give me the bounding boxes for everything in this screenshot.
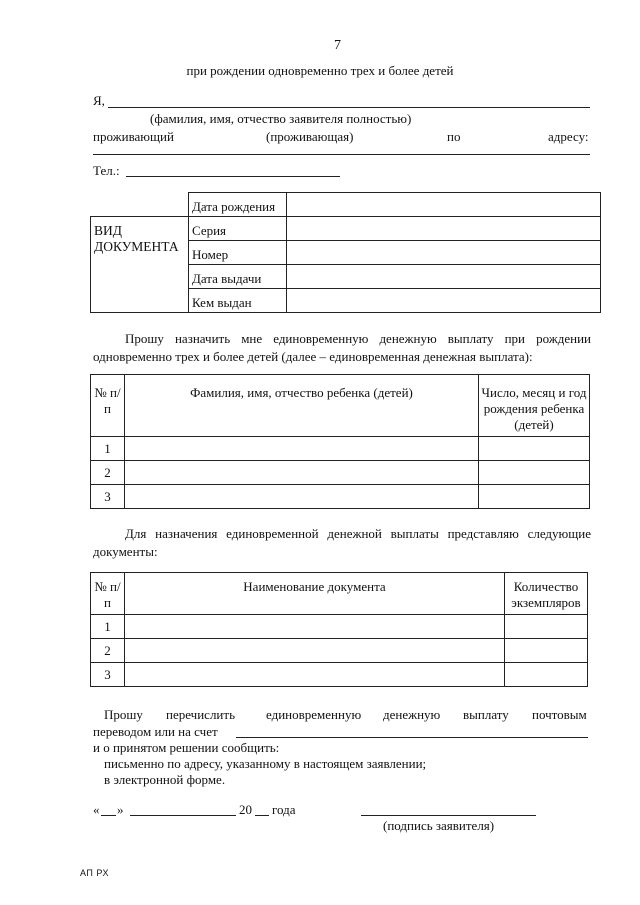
transfer-line-2: переводом или на счет [93,724,218,739]
id-doc-title: ВИД ДОКУМЕНТА [91,217,189,313]
id-doc-row-label: Дата рождения [189,193,287,217]
children-date-cell[interactable] [479,485,590,509]
id-doc-issue-date-value[interactable] [287,265,601,289]
id-doc-series-value[interactable] [287,217,601,241]
children-row-num: 1 [91,437,125,461]
id-doc-row-label: Серия [189,217,287,241]
date-year-field[interactable] [255,815,269,816]
id-document-table [90,192,601,313]
documents-col-qty: Количество экземпляров [505,573,588,615]
transfer-word: Прошу [104,707,143,722]
id-doc-empty-cell [91,193,189,217]
id-doc-row-label: Кем выдан [189,289,287,313]
children-date-cell[interactable] [479,437,590,461]
signature-field[interactable] [361,815,536,816]
documents-row-num: 2 [91,639,125,663]
date-month-field[interactable] [130,815,236,816]
date-quote-open: « [93,802,100,817]
children-table [90,374,590,509]
id-doc-row-label: Дата выдачи [189,265,287,289]
transfer-word: единовременную [266,707,362,722]
form-subtitle: при рождении одновременно трех и более детей [186,63,454,78]
id-doc-birthdate-value[interactable] [287,193,601,217]
id-doc-row-label: Номер [189,241,287,265]
documents-qty-cell[interactable] [505,639,588,663]
date-quote-close: » [117,802,124,817]
documents-name-cell[interactable] [125,639,505,663]
account-field[interactable] [236,737,588,738]
request-paragraph: Прошу назначить мне единовременную денежную выплату при рождении одновременно трех и более детей (далее – единовременная денежная выплата): [93,331,591,364]
children-col-name: Фамилия, имя, отчество ребенка (детей) [125,375,479,437]
transfer-word: выплату [463,707,509,722]
children-name-cell[interactable] [125,437,479,461]
documents-qty-cell[interactable] [505,663,588,687]
documents-name-cell[interactable] [125,615,505,639]
phone-label: Тел.: [93,163,120,178]
children-col-num: № п/п [91,375,125,437]
residing-word-4: адресу: [548,129,589,144]
applicant-name-hint: (фамилия, имя, отчество заявителя полностью) [150,111,412,126]
transfer-word: перечислить [166,707,235,722]
documents-row-num: 3 [91,663,125,687]
children-name-cell[interactable] [125,485,479,509]
children-date-cell[interactable] [479,461,590,485]
phone-field[interactable] [126,176,340,177]
documents-row-num: 1 [91,615,125,639]
date-day-field[interactable] [101,815,116,816]
children-col-date: Число, месяц и год рождения ребенка (детей) [479,375,590,437]
residing-word-3: по [447,129,461,144]
date-year-prefix: 20 [239,802,252,817]
notify-option-mail: письменно по адресу, указанному в настоящем заявлении; [104,756,427,771]
children-name-cell[interactable] [125,461,479,485]
signature-hint: (подпись заявителя) [383,818,495,833]
residing-word-1: проживающий [93,129,174,144]
date-year-suffix: года [272,802,296,817]
id-doc-issued-by-value[interactable] [287,289,601,313]
applicant-prefix: Я, [93,93,105,108]
residing-word-2: (проживающая) [266,129,354,144]
documents-col-num: № п/п [91,573,125,615]
transfer-line-3: и о принятом решении сообщить: [93,740,280,755]
documents-paragraph: Для назначения единовременной денежной выплаты представляю следующие документы: [93,526,591,559]
children-row-num: 2 [91,461,125,485]
page-number: 7 [334,38,341,53]
notify-option-electronic: в электронной форме. [104,772,226,787]
documents-qty-cell[interactable] [505,615,588,639]
transfer-word: денежную [383,707,441,722]
children-row-num: 3 [91,485,125,509]
documents-name-cell[interactable] [125,663,505,687]
transfer-word: почтовым [532,707,587,722]
id-doc-number-value[interactable] [287,241,601,265]
documents-table [90,572,588,687]
footer-mark: АП РХ [80,868,109,878]
applicant-name-field[interactable] [108,107,590,108]
documents-col-name: Наименование документа [125,573,505,615]
address-field[interactable] [93,154,590,155]
